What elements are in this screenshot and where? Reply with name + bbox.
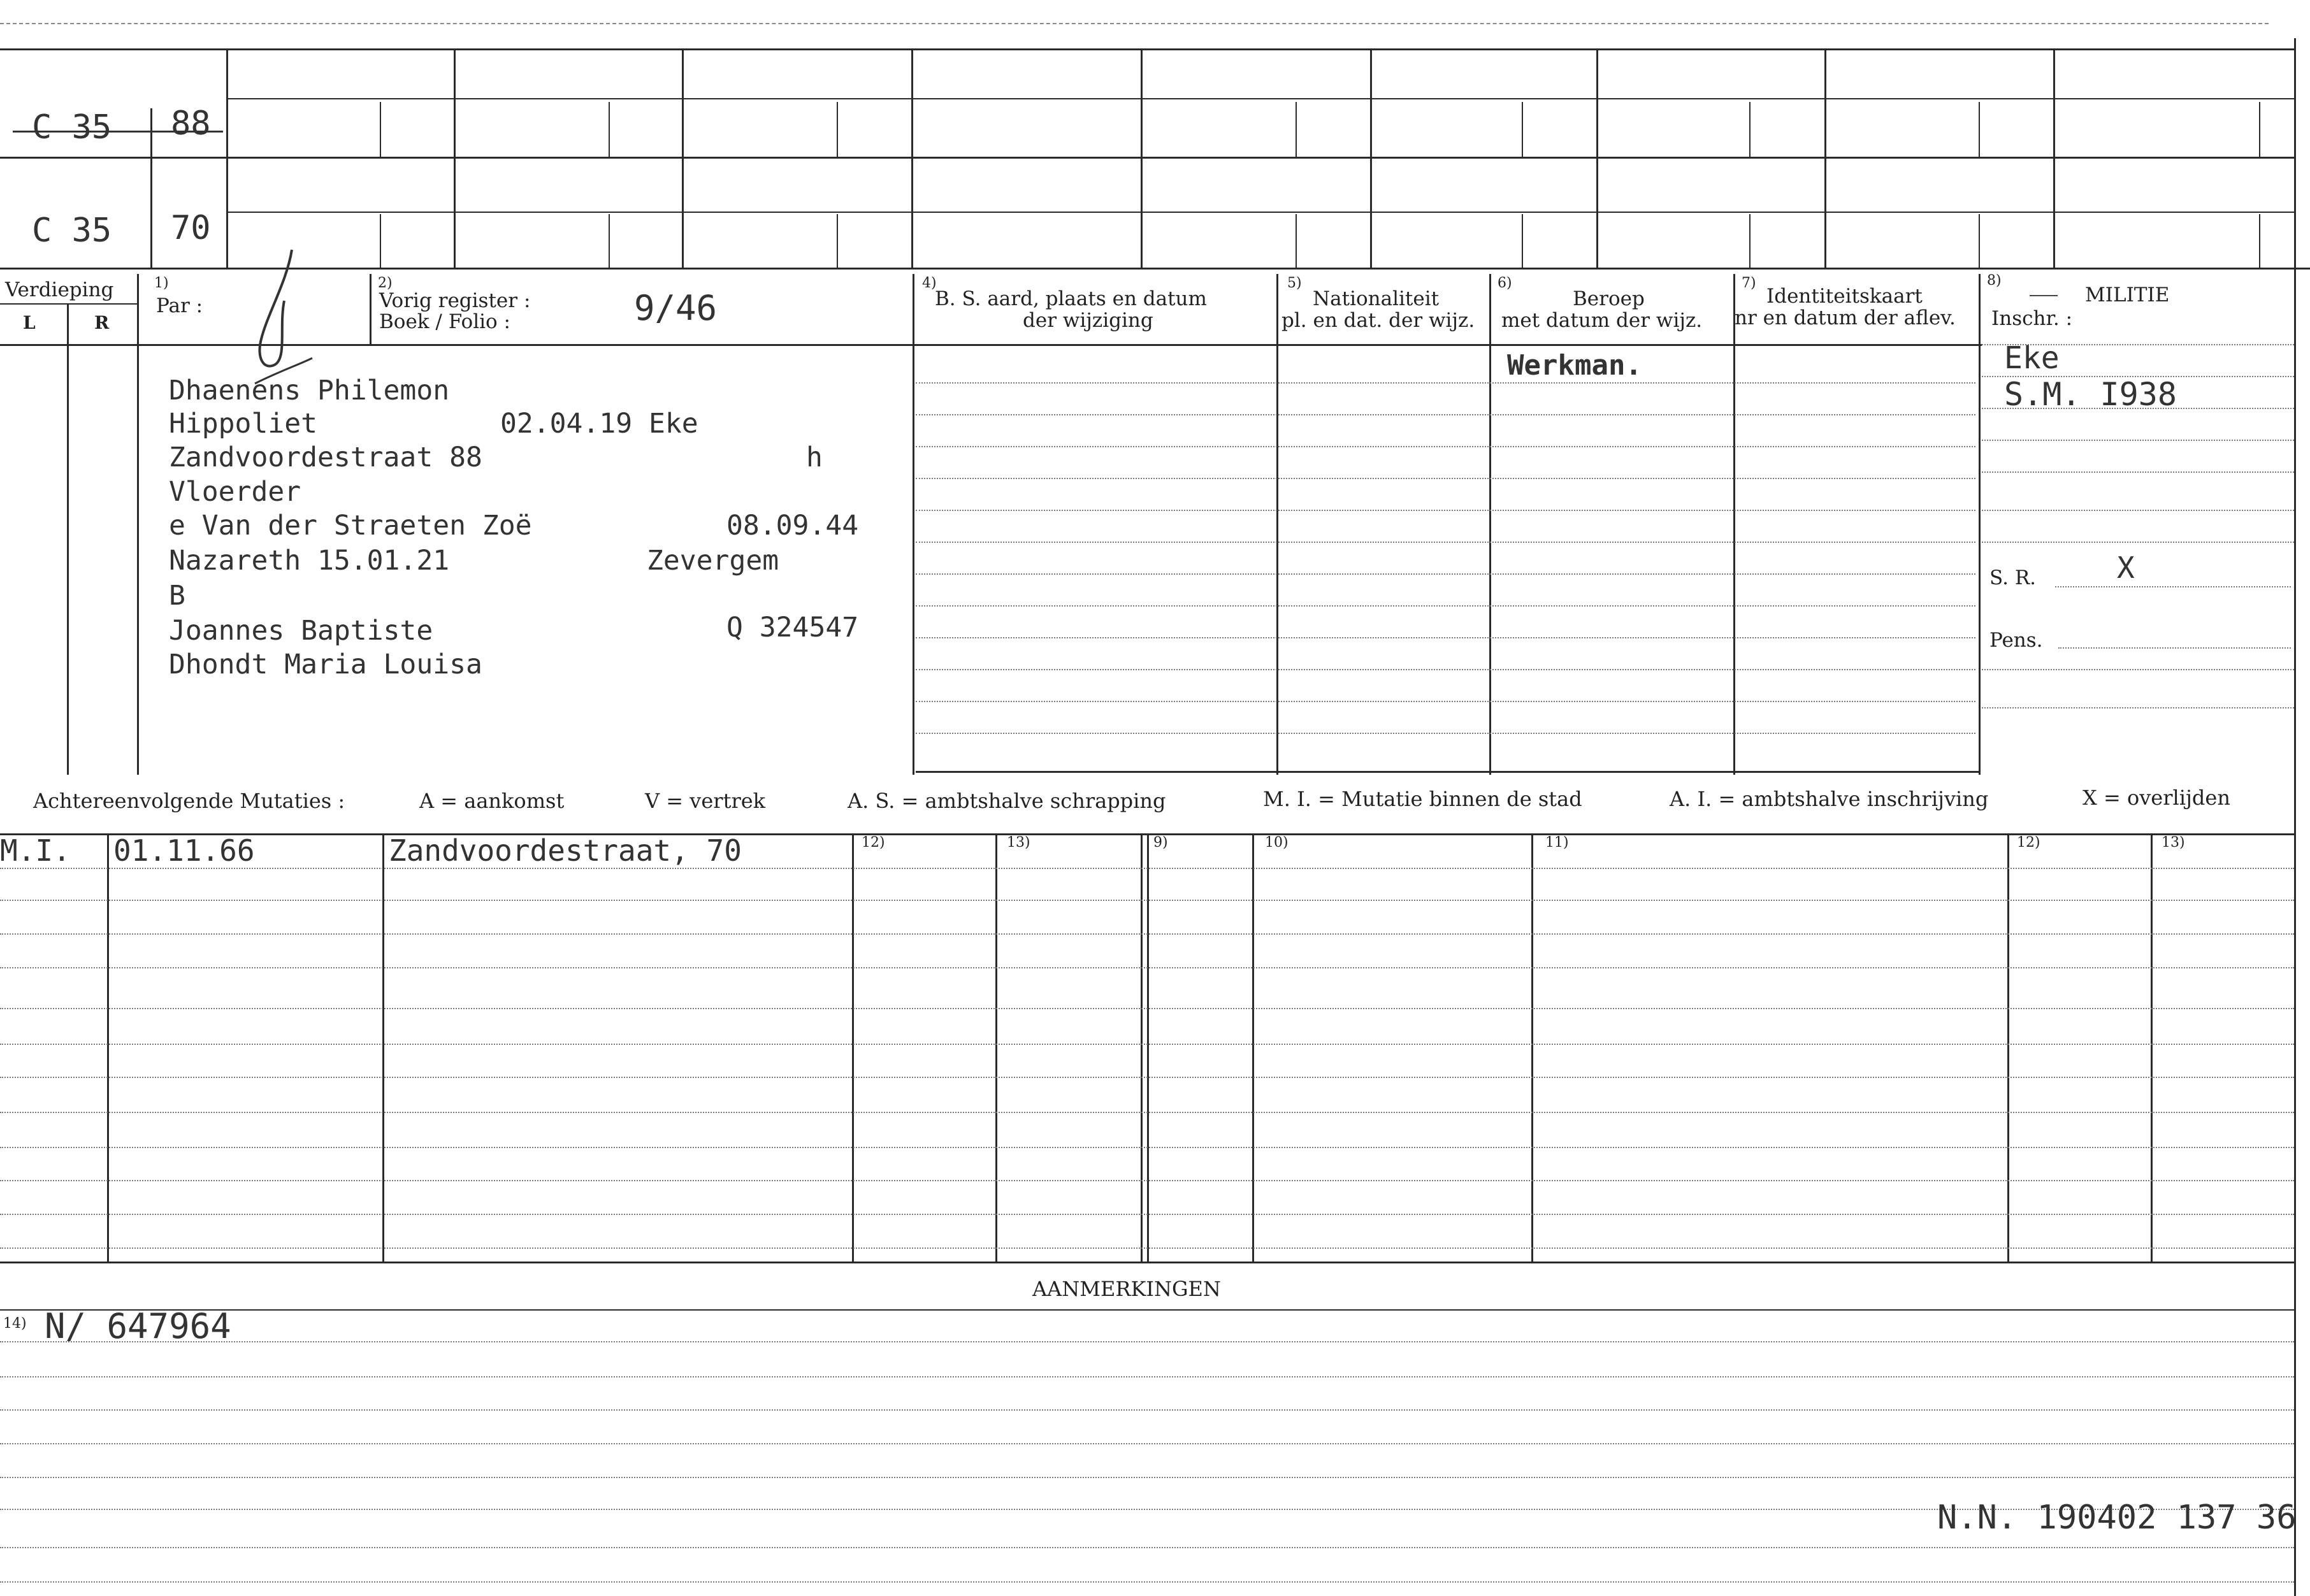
beroep-label: Beroep [1573,287,1645,310]
bs-label-1: B. S. aard, plaats en datum [935,287,1207,310]
person-line-2: Hippoliet [169,408,317,440]
field-1-number: 1) [154,275,169,291]
identiteitskaart-sub-label: nr en datum der aflev. [1735,306,1956,329]
person-line-3: Zandvoordestraat 88 [169,442,482,473]
person-line-4: Vloerder [169,476,301,508]
mut-header-12b: 12) [2017,835,2040,851]
inschr-label: Inschr. : [1991,307,2073,330]
legend-as: A. S. = ambtshalve schrapping [848,789,1166,813]
sr-label: S. R. [1989,566,2037,589]
legend-title: Achtereenvolgende Mutaties : [33,789,345,813]
field-6-number: 6) [1498,275,1512,291]
identiteitskaart-label: Identiteitskaart [1766,285,1923,308]
militie-label: MILITIE [2085,284,2170,306]
remarks-number: 14) [3,1316,27,1332]
person-line-7: B [169,580,185,612]
remarks-title: AANMERKINGEN [1032,1277,1221,1301]
militie-inschr-place: Eke [2004,340,2060,376]
beroep-value: Werkman. [1507,349,1642,382]
mutation-type: M.I. [0,833,71,868]
person-line-9: Dhondt Maria Louisa [169,649,482,680]
sr-value: X [2117,550,2135,585]
militie-sm-year: S.M. I938 [2004,376,2177,413]
field-4-number: 4) [922,275,937,291]
birth-date-place: 02.04.19 Eke [500,408,698,440]
top-num-1: 88 [171,104,211,143]
mut-header-13b: 13) [2162,835,2185,851]
person-line-5: e Van der Straeten Zoë [169,510,532,542]
person-line-1: Dhaenens Philemon [169,375,450,406]
person-line-8: Joannes Baptiste [169,615,433,647]
par-handwriting-mark [242,243,319,396]
top-code-1: C 35 [32,108,112,147]
field-8-number: 8) [1987,273,2002,289]
folio-value: 9/46 [634,288,718,328]
legend-departure: V = vertrek [645,789,766,813]
top-num-2: 70 [171,209,211,247]
par-label: Par : [156,294,203,317]
vorig-register-label: Vorig register : [379,289,531,312]
boek-folio-label: Boek / Folio : [379,310,510,333]
l-label: L [23,312,36,333]
field-2-number: 2) [378,275,393,291]
field-7-number: 7) [1742,275,1756,291]
legend-arrival: A = aankomst [419,789,565,813]
mut-header-9: 9) [1153,835,1168,851]
marriage-date: 08.09.44 [726,510,859,542]
mut-header-12a: 12) [862,835,885,851]
nationaliteit-label: Nationaliteit [1313,287,1440,310]
verdieping-label: Verdieping [5,278,114,301]
pens-label: Pens. [1989,629,2043,652]
nationaliteit-sub-label: pl. en dat. der wijz. [1281,309,1475,332]
beroep-sub-label: met datum der wijz. [1501,309,1703,332]
h-mark: h [806,442,823,473]
legend-mi: M. I. = Mutatie binnen de stad [1263,787,1582,811]
field-5-number: 5) [1287,275,1302,291]
r-label: R [94,312,110,333]
legend-death: X = overlijden [2083,786,2230,810]
id-number: Q 324547 [726,612,859,643]
person-line-6: Nazareth 15.01.21 [169,545,450,577]
mut-header-10: 10) [1265,835,1289,851]
nn-number: N.N. 190402 137 36 [1937,1499,2297,1537]
remarks-value: N/ 647964 [45,1306,231,1346]
mut-header-13a: 13) [1007,835,1030,851]
mut-header-11: 11) [1545,835,1569,851]
mutation-address: Zandvoordestraat, 70 [389,833,742,868]
zevergem-place: Zevergem [647,545,779,577]
legend-ai: A. I. = ambtshalve inschrijving [1670,787,1989,811]
strike-line-1 [13,131,223,133]
mutation-date: 01.11.66 [113,833,255,868]
top-code-2: C 35 [32,212,112,250]
militie-dash [2030,295,2058,296]
bs-label-2: der wijziging [1023,309,1153,332]
